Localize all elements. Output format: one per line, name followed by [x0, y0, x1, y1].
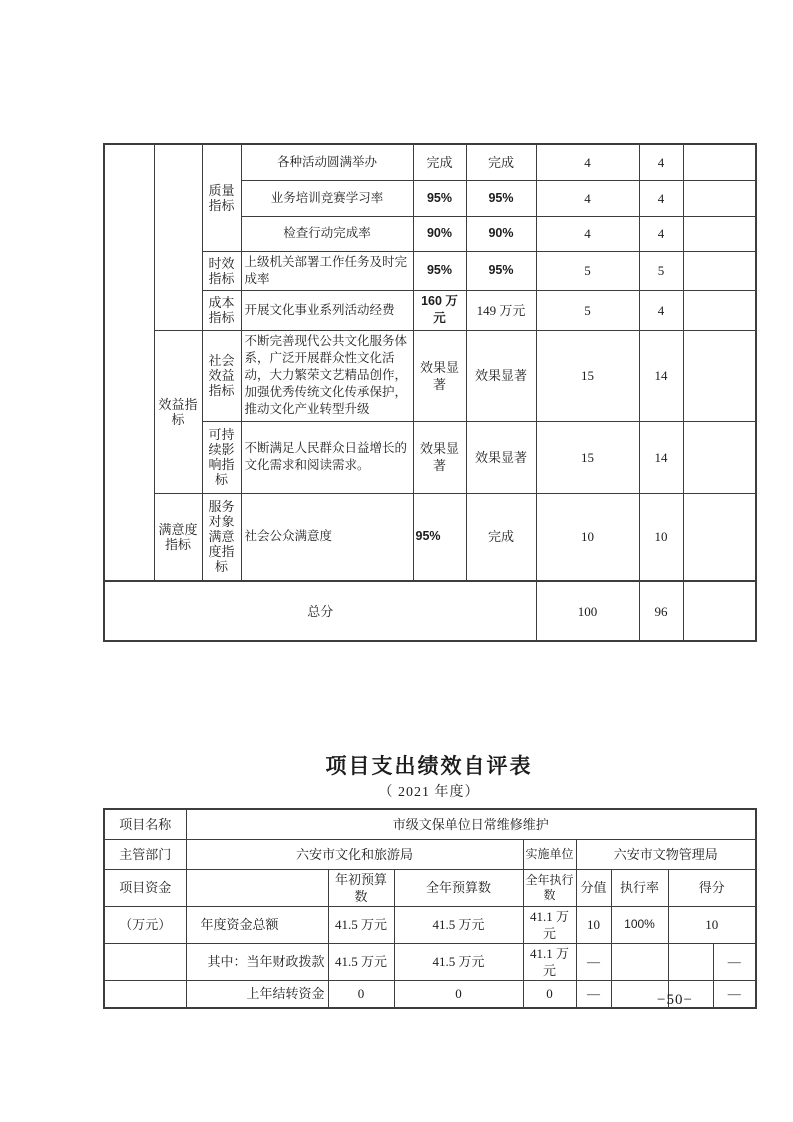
table-row: [104, 251, 756, 290]
table-row: [104, 809, 756, 839]
table-row: [104, 943, 756, 980]
funds-label-cell: 项目资金: [104, 869, 186, 906]
score-cell: —: [713, 980, 756, 1008]
page-title: 项目支出绩效自评表: [325, 754, 533, 778]
supervisor-cell: 六安市文化和旅游局: [186, 839, 523, 869]
score-cell: —: [713, 943, 756, 980]
table-row: [104, 906, 756, 943]
annual-execution-cell: 0: [523, 980, 576, 1008]
category-cell: 社会效益指标: [202, 330, 241, 421]
points-cell: 4: [536, 216, 639, 251]
funds-unit-cell: （万元）: [104, 906, 186, 943]
note-cell: [683, 251, 756, 290]
funds-sub-cell-empty: [186, 869, 328, 906]
note-cell: [683, 290, 756, 330]
category-cell: 成本指标: [202, 290, 241, 330]
note-cell: [683, 216, 756, 251]
header-initial-budget: 年初预算数: [328, 869, 394, 906]
target-cell: 95%: [413, 251, 466, 290]
score-cell: 14: [639, 330, 683, 421]
indicator-cell: 上级机关部署工作任务及时完成率: [241, 251, 413, 290]
indicator-cell: 业务培训竞赛学习率: [241, 180, 413, 216]
indicator-cell: 各种活动圆满举办: [241, 144, 413, 180]
page-subtitle: （ 2021 年度）: [378, 785, 480, 800]
note-cell: [683, 581, 756, 641]
note-cell: [683, 180, 756, 216]
actual-cell: 95%: [466, 251, 536, 290]
annual-budget-cell: 41.5 万元: [394, 906, 523, 943]
project-name-label-cell: 项目名称: [104, 809, 186, 839]
table-row: [104, 144, 756, 180]
execution-rate-cell-empty: [611, 943, 668, 980]
target-cell: 95%: [413, 180, 466, 216]
category-cell: 时效指标: [202, 251, 241, 290]
points-cell: —: [576, 980, 611, 1008]
indicator-cell: 检查行动完成率: [241, 216, 413, 251]
implementer-cell: 六安市文物管理局: [576, 839, 756, 869]
fund-row-label: 年度资金总额: [186, 906, 328, 943]
score-cell: 4: [639, 216, 683, 251]
actual-cell: 效果显著: [466, 421, 536, 493]
table-row: [104, 421, 756, 493]
score-cell-empty: [668, 943, 713, 980]
group-cell: 满意度指标: [154, 493, 202, 581]
table-row: [104, 290, 756, 330]
points-cell: 4: [536, 180, 639, 216]
score-cell: 4: [639, 180, 683, 216]
page-number: −50−: [657, 992, 693, 1008]
actual-cell: 149 万元: [466, 290, 536, 330]
note-cell: [683, 493, 756, 581]
target-cell: 完成: [413, 144, 466, 180]
annual-execution-cell: 41.1 万元: [523, 943, 576, 980]
indicator-cell: 开展文化事业系列活动经费: [241, 290, 413, 330]
execution-rate-cell: 100%: [611, 906, 668, 943]
initial-budget-cell: 41.5 万元: [328, 906, 394, 943]
points-cell: 10: [536, 493, 639, 581]
initial-budget-cell: 0: [328, 980, 394, 1008]
table-row: [104, 869, 756, 906]
annual-budget-cell: 41.5 万元: [394, 943, 523, 980]
actual-cell: 95%: [466, 180, 536, 216]
score-cell: 5: [639, 251, 683, 290]
header-annual-budget: 全年预算数: [394, 869, 523, 906]
indicator-cell: 不断满足人民群众日益增长的文化需求和阅读需求。: [241, 421, 413, 493]
total-score-cell: 96: [639, 581, 683, 641]
total-label-cell: 总分: [104, 581, 536, 641]
supervisor-label-cell: 主管部门: [104, 839, 186, 869]
score-cell: 14: [639, 421, 683, 493]
actual-cell: 完成: [466, 144, 536, 180]
self-eval-table: [103, 808, 757, 1009]
target-cell: 95%: [413, 493, 466, 581]
points-cell: 10: [576, 906, 611, 943]
points-cell: 15: [536, 421, 639, 493]
category-cell: 服务对象满意度指标: [202, 493, 241, 581]
score-summary-table: [103, 143, 757, 642]
points-cell: —: [576, 943, 611, 980]
actual-cell: 效果显著: [466, 330, 536, 421]
total-row: [104, 581, 756, 641]
group-cell: 效益指标: [154, 330, 202, 493]
points-cell: 5: [536, 290, 639, 330]
note-cell: [683, 330, 756, 421]
actual-cell: 完成: [466, 493, 536, 581]
points-cell: 4: [536, 144, 639, 180]
category-cell: 可持续影响指标: [202, 421, 241, 493]
funds-unit-cell-empty: [104, 943, 186, 980]
header-score: 得分: [668, 869, 756, 906]
target-cell: 160 万元: [413, 290, 466, 330]
target-cell: 效果显著: [413, 330, 466, 421]
initial-budget-cell: 41.5 万元: [328, 943, 394, 980]
group-cell-empty: [154, 144, 202, 330]
actual-cell: 90%: [466, 216, 536, 251]
indicator-cell: 社会公众满意度: [241, 493, 413, 581]
table-row: [104, 839, 756, 869]
spanner-cell-empty: [104, 144, 154, 581]
score-cell: 4: [639, 290, 683, 330]
note-cell: [683, 421, 756, 493]
points-cell: 15: [536, 330, 639, 421]
annual-budget-cell: 0: [394, 980, 523, 1008]
header-annual-execution: 全年执行数: [523, 869, 576, 906]
header-execution-rate: 执行率: [611, 869, 668, 906]
note-cell: [683, 144, 756, 180]
annual-execution-cell: 41.1 万元: [523, 906, 576, 943]
header-points: 分值: [576, 869, 611, 906]
score-cell: 4: [639, 144, 683, 180]
fund-row-label: 上年结转资金: [186, 980, 328, 1008]
score-cell: 10: [668, 906, 756, 943]
target-cell: 90%: [413, 216, 466, 251]
table-row: [104, 330, 756, 421]
implementer-label-cell: 实施单位: [523, 839, 576, 869]
total-points-cell: 100: [536, 581, 639, 641]
category-cell: 质量指标: [202, 144, 241, 251]
points-cell: 5: [536, 251, 639, 290]
table-row: [104, 493, 756, 581]
project-name-cell: 市级文保单位日常维修维护: [186, 809, 756, 839]
score-cell: 10: [639, 493, 683, 581]
target-cell: 效果显著: [413, 421, 466, 493]
funds-unit-cell-empty: [104, 980, 186, 1008]
indicator-cell: 不断完善现代公共文化服务体系，广泛开展群众性文化活动，大力繁荣文艺精品创作，加强优秀传统文化传承保护，推动文化产业转型升级: [241, 330, 413, 421]
fund-row-label: 其中：当年财政拨款: [186, 943, 328, 980]
